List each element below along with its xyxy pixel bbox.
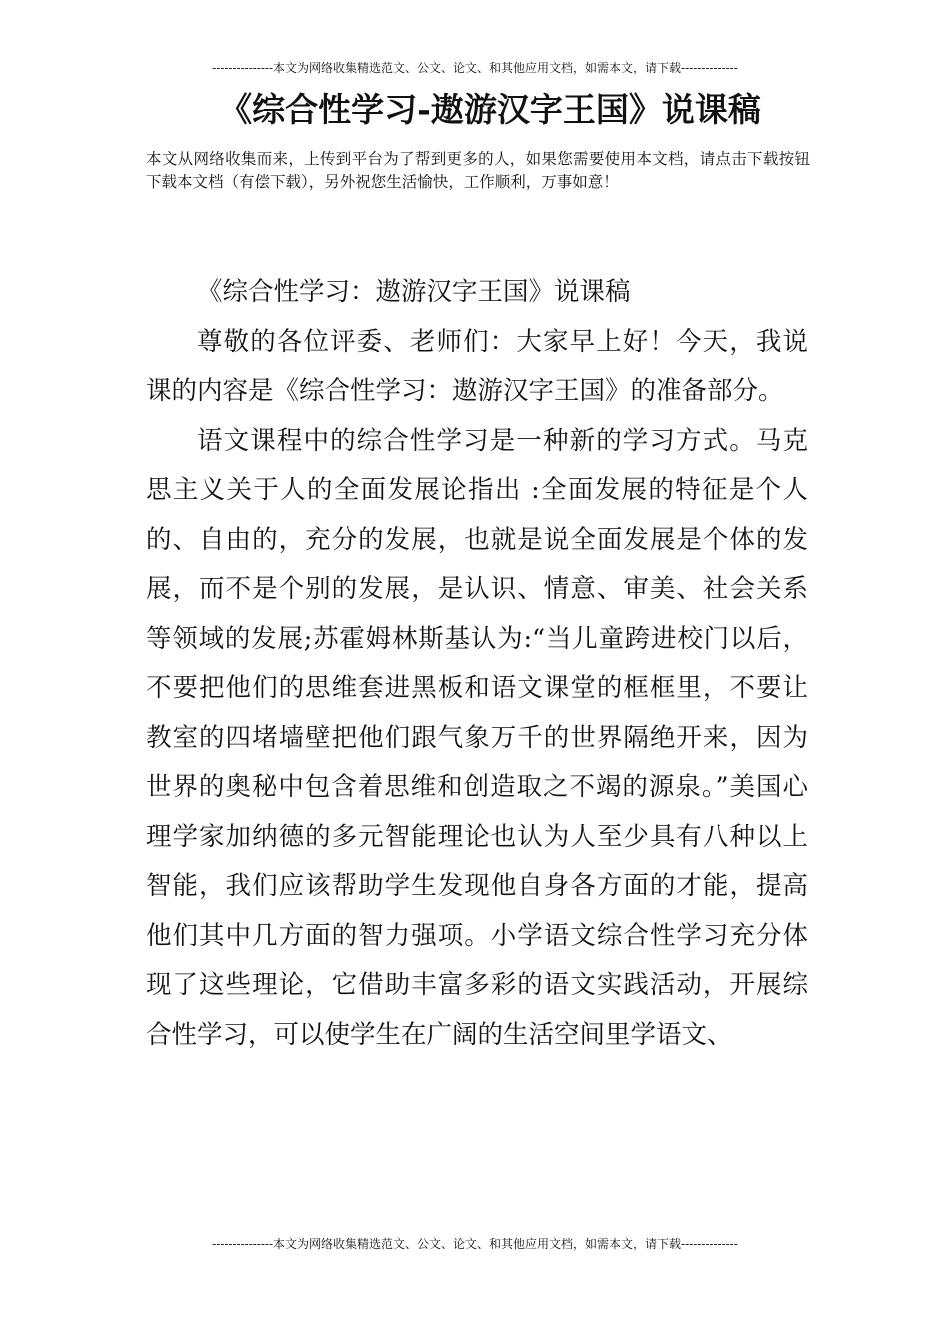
body-subtitle: 《综合性学习：遨游汉字王国》说课稿 — [197, 277, 631, 307]
header-banner: ---------------本文为网络收集精选范文、公文、论文、和其他应用文档，如需本文，请下载-------------- — [212, 61, 738, 75]
footer-banner: ---------------本文为网络收集精选范文、公文、论文、和其他应用文档，如需本文，请下载-------------- — [212, 1237, 738, 1251]
document-body — [146, 268, 808, 1060]
body-paragraph-theory: 语文课程中的综合性学习是一种新的学习方式。马克思主义关于人的全面发展论指出 :全面发展的特征是个人的、自由的，充分的发展，也就是说全面发展是个体的发展，而不是个别的发展，是认识、情意、审美、社会关系等领域的发展;苏霍姆林斯基认为:“当儿童跨进校门以后，不要把他们的思维套进黑板和语文课堂的框框里，不要让教室的四堵墙壁把他们跟气象万千的世界隔绝开来，因为世界的奥秘中包含着思维和创造取之不竭的源泉。”美国心理学家加纳德的多元智能理论也认为人至少具有八种以上智能，我们应该帮助学生发现他自身各方面的才能，提高他们其中几方面的智力强项。小学语文综合性学习充分体现了这些理论，它借助丰富多彩的语文实践活动，开展综合性学习，可以使学生在广阔的生活空间里学语文、 — [146, 425, 808, 1050]
body-paragraph-greeting: 尊敬的各位评委、老师们：大家早上好！今天，我说课的内容是《综合性学习：遨游汉字王国》的准备部分。 — [146, 326, 808, 406]
document-title: 《综合性学习-遨游汉字王国》说课稿 — [219, 90, 761, 129]
download-notice: 本文从网络收集而来，上传到平台为了帮到更多的人，如果您需要使用本文档，请点击下载按钮下载本文档（有偿下载），另外祝您生活愉快，工作顺利，万事如意！ — [146, 150, 810, 191]
